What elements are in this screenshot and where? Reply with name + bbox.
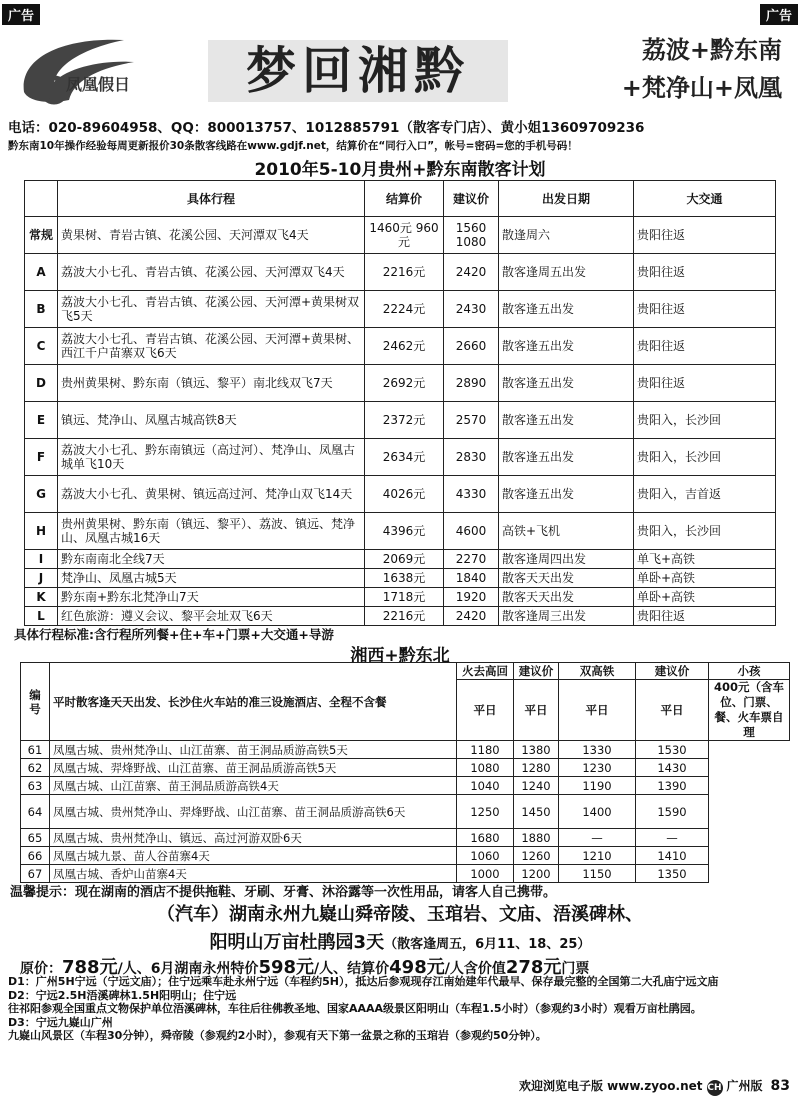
promo-line1: （汽车）湖南永州九嶷山舜帝陵、玉琯岩、文庙、浯溪碑林、 [157,904,643,925]
table-row [25,476,776,513]
row-route: 凤凰古城、山江苗寨、苗王洞品质游高铁4天 [50,777,457,795]
table-body [25,217,776,626]
row-route: 凤凰古城九景、苗人谷苗寨4天 [50,847,457,865]
row-code: 61 [21,741,50,759]
row-date: 散客逢五出发 [499,328,634,365]
table-row [21,847,790,865]
col-header-desc: 平时散客逢天天出发、长沙住火车站的准三设施酒店、全程不含餐 [50,663,457,741]
col-header-suggest: 建议价 [444,181,499,217]
row-suggest: 1840 [444,569,499,588]
row-price-a: 1040 [457,777,514,795]
row-code: H [25,513,58,550]
ad-label-right: 广告 [760,4,798,25]
row-date: 散客天天出发 [499,569,634,588]
col-header-code: 编号 [21,663,50,741]
price-settle: 498元 [389,957,445,978]
row-traffic: 贵阳往返 [634,365,776,402]
row-traffic: 单卧+高铁 [634,588,776,607]
table-row [21,865,790,883]
row-suggest: 2570 [444,402,499,439]
contact-info: 电话：020-89604958、QQ：800013757、1012885791（散客专门店）、黄小姐13609709236 [8,120,645,136]
col-header-date: 出发日期 [499,181,634,217]
row-price-d: 1590 [636,795,709,829]
xiangxi-table [20,662,790,883]
row-route: 凤凰古城、羿烽野战、山江苗寨、苗王洞品质游高铁5天 [50,759,457,777]
row-price-b: 1200 [514,865,559,883]
row-price-c: 1190 [559,777,636,795]
row-code: B [25,291,58,328]
row-date: 散客天天出发 [499,588,634,607]
table-row [25,550,776,569]
row-suggest: 2420 [444,254,499,291]
table-row [25,513,776,550]
row-price-b: 1880 [514,829,559,847]
row-price-c: 1400 [559,795,636,829]
itinerary-standard: 具体行程标准:含行程所列餐+住+车+门票+大交通+导游 [14,627,334,642]
weekday-label: 平日 [559,680,636,741]
weekday-label: 平日 [514,680,559,741]
row-traffic: 单飞+高铁 [634,550,776,569]
row-date: 散客逢五出发 [499,439,634,476]
row-price-b: 1260 [514,847,559,865]
subtitle-line1: 荔波+黔东南 [641,36,782,64]
row-price: 1638元 [365,569,444,588]
row-suggest: 4330 [444,476,499,513]
row-suggest: 1560 1080 [444,217,499,254]
row-traffic: 贵阳往返 [634,607,776,626]
row-suggest: 2890 [444,365,499,402]
row-price: 2216元 [365,254,444,291]
row-route: 黔东南南北全线7天 [58,550,365,569]
row-route: 荔波大小七孔、青岩古镇、花溪公园、天河潭双飞4天 [58,254,365,291]
row-code: E [25,402,58,439]
table-row [25,607,776,626]
row-route: 荔波大小七孔、青岩古镇、花溪公园、天河潭+黄果树双飞5天 [58,291,365,328]
col-header-traffic: 大交通 [634,181,776,217]
row-suggest: 2660 [444,328,499,365]
promo-route: 阳明山万亩杜鹃园3天 [209,932,385,953]
row-route: 凤凰古城、贵州梵净山、镇远、高过河游双卧6天 [50,829,457,847]
row-price: 2634元 [365,439,444,476]
price-text: 门票 [561,961,590,977]
row-route: 红色旅游：遵义会议、黎平会址双飞6天 [58,607,365,626]
row-traffic: 贵阳往返 [634,254,776,291]
price-text: /人含价值 [444,961,506,977]
col-header-child: 小孩 [709,663,790,680]
row-route: 镇远、梵净山、凤凰古城高铁8天 [58,402,365,439]
page-title: 梦回湘黔 [208,40,508,102]
row-route: 荔波大小七孔、黄果树、镇远高过河、梵净山双飞14天 [58,476,365,513]
table-header-row [21,663,790,680]
table-row [21,777,790,795]
row-route: 凤凰古城、贵州梵净山、羿烽野战、山江苗寨、苗王洞品质游高铁6天 [50,795,457,829]
day-line: 九嶷山风景区（车程30分钟），舜帝陵（参观约2小时），参观有天下第一盆景之称的玉琯岩（参观约50分钟）。 [8,1029,547,1042]
day-line: D1：广州5H宁远（宁远文庙）；住宁远乘车赴永州宁远（车程约5H），抵达后参观现存江南始建年代最早、保存最完整的全国第二大孔庙宁远文庙 [8,975,719,988]
row-price: 2372元 [365,402,444,439]
row-code: A [25,254,58,291]
table-header-row [25,181,776,217]
row-price-a: 1000 [457,865,514,883]
row-code: 64 [21,795,50,829]
price-label: 原价： [20,961,62,977]
row-price-c: 1230 [559,759,636,777]
row-price-d: 1430 [636,759,709,777]
row-price: 2224元 [365,291,444,328]
row-code: C [25,328,58,365]
row-suggest: 2830 [444,439,499,476]
day-itinerary [8,975,792,1043]
plan-title: 2010年5-10月贵州+黔东南散客计划 [254,160,546,180]
row-date: 散逢周六 [499,217,634,254]
table-row [21,795,790,829]
child-price-note: 400元（含车位、门票、餐、火车票自理 [709,680,790,741]
col-header-col2: 建议价 [514,663,559,680]
row-price: 2462元 [365,328,444,365]
row-date: 散客逢周五出发 [499,254,634,291]
row-code: G [25,476,58,513]
table-row [21,741,790,759]
weekday-label: 平日 [636,680,709,741]
row-traffic: 贵阳入，长沙回 [634,402,776,439]
table-row [25,328,776,365]
row-code: F [25,439,58,476]
table-row [25,291,776,328]
row-date: 散客逢五出发 [499,476,634,513]
row-route: 凤凰古城、贵州梵净山、山江苗寨、苗王洞品质游高铁5天 [50,741,457,759]
table-row [25,217,776,254]
col-header-price: 结算价 [365,181,444,217]
footer [519,1077,790,1096]
price-original: 788元 [62,957,118,978]
row-suggest: 2430 [444,291,499,328]
row-code: D [25,365,58,402]
row-route: 荔波大小七孔、青岩古镇、花溪公园、天河潭+黄果树、西江千户苗寨双飞6天 [58,328,365,365]
row-price-d: 1410 [636,847,709,865]
row-suggest: 4600 [444,513,499,550]
row-code: 65 [21,829,50,847]
footer-edition: 广州版 [726,1079,763,1093]
row-date: 散客逢周四出发 [499,550,634,569]
row-date: 高铁+飞机 [499,513,634,550]
row-price-a: 1080 [457,759,514,777]
row-date: 散客逢五出发 [499,291,634,328]
row-traffic: 贵阳入，长沙回 [634,513,776,550]
row-code: J [25,569,58,588]
table-row [25,402,776,439]
subtitle-line2: +梵净山+凤凰 [621,74,782,102]
row-code: 66 [21,847,50,865]
price-text: /人、6月湖南永州特价 [117,961,259,977]
table-row [25,254,776,291]
row-price-b: 1240 [514,777,559,795]
row-route: 荔波大小七孔、黔东南镇远（高过河）、梵净山、凤凰古城单飞10天 [58,439,365,476]
row-route: 贵州黄果树、黔东南（镇远、黎平）、荔波、镇远、梵净山、凤凰古城16天 [58,513,365,550]
row-price: 1460元 960元 [365,217,444,254]
row-route: 梵净山、凤凰古城5天 [58,569,365,588]
row-price-a: 1680 [457,829,514,847]
row-price-d: 1530 [636,741,709,759]
row-code: K [25,588,58,607]
row-suggest: 2270 [444,550,499,569]
ad-label-left: 广告 [2,4,40,25]
row-price: 4396元 [365,513,444,550]
table-body [21,741,790,883]
row-route: 贵州黄果树、黔东南（镇远、黎平）南北线双飞7天 [58,365,365,402]
price-special: 598元 [258,957,315,978]
row-date: 散客逢五出发 [499,365,634,402]
table-row [25,588,776,607]
logo-text: 凤凰假日 [66,75,131,94]
edition-badge-icon: CH [707,1080,723,1096]
row-price: 2069元 [365,550,444,569]
day-line: D3：宁远九嶷山广州 [8,1015,113,1029]
warm-tip: 温馨提示：现在湖南的酒店不提供拖鞋、牙刷、牙膏、沐浴露等一次性用品，请客人自己携带。 [10,885,557,900]
row-traffic: 贵阳入，吉首返 [634,476,776,513]
row-traffic: 单卧+高铁 [634,569,776,588]
day-line: 往祁阳参观全国重点文物保护单位浯溪碑林，车往后往佛教圣地、国家AAAA级景区阳明山（车程1.5小时）（参观约3小时）观看万亩杜鹃园。 [8,1002,702,1015]
row-suggest: 1920 [444,588,499,607]
section2-title: 湘西+黔东北 [350,646,450,666]
day-line: D2：宁远2.5H浯溪碑林1.5H阳明山；住宁远 [8,988,237,1002]
row-price-a: 1180 [457,741,514,759]
row-code: I [25,550,58,569]
table-row [25,439,776,476]
col-header-col1: 火去高回 [457,663,514,680]
row-price: 4026元 [365,476,444,513]
row-price-c: 1150 [559,865,636,883]
row-traffic: 贵阳入，长沙回 [634,439,776,476]
row-price-a: 1060 [457,847,514,865]
row-date: 散客逢周三出发 [499,607,634,626]
row-price: 2216元 [365,607,444,626]
row-price-c: 1330 [559,741,636,759]
row-date: 散客逢五出发 [499,402,634,439]
phoenix-logo-icon [14,32,194,110]
price-text: /人、结算价 [314,961,390,977]
price-ticket: 278元 [505,957,562,978]
row-traffic: 贵阳往返 [634,291,776,328]
row-route: 黔东南+黔东北梵净山7天 [58,588,365,607]
row-price: 1718元 [365,588,444,607]
col-header-col4: 建议价 [636,663,709,680]
promo-note: （散客逢周五，6月11、18、25） [384,937,591,952]
row-traffic: 贵阳往返 [634,328,776,365]
row-traffic: 贵阳往返 [634,217,776,254]
footer-site: 欢迎浏览电子版 www.zyoo.net [519,1079,703,1093]
col-header-col3: 双高铁 [559,663,636,680]
row-price-c: 1210 [559,847,636,865]
row-suggest: 2420 [444,607,499,626]
row-code: 67 [21,865,50,883]
row-price-b: 1450 [514,795,559,829]
notice-text: 黔东南10年操作经验每周更新报价30条散客线路在www.gdjf.net，结算价在“同行入口”，帐号=密码=您的手机号码！ [8,140,578,152]
row-price-d: 1390 [636,777,709,795]
table-row [21,829,790,847]
row-price: 2692元 [365,365,444,402]
table-row [25,365,776,402]
header [0,22,800,114]
col-header-code [25,181,58,217]
row-price-d: — [636,829,709,847]
table-row [25,569,776,588]
row-route: 黄果树、青岩古镇、花溪公园、天河潭双飞4天 [58,217,365,254]
row-price-a: 1250 [457,795,514,829]
table-row [21,759,790,777]
row-route: 凤凰古城、香炉山苗寨4天 [50,865,457,883]
col-header-route: 具体行程 [58,181,365,217]
row-code: 常规 [25,217,58,254]
row-price-b: 1380 [514,741,559,759]
row-code: L [25,607,58,626]
row-price-b: 1280 [514,759,559,777]
row-code: 62 [21,759,50,777]
promo-line2 [0,928,800,954]
row-price-c: — [559,829,636,847]
weekday-label: 平日 [457,680,514,741]
guizhou-plan-table [24,180,776,626]
row-price-d: 1350 [636,865,709,883]
row-code: 63 [21,777,50,795]
page-number: 83 [770,1078,790,1094]
